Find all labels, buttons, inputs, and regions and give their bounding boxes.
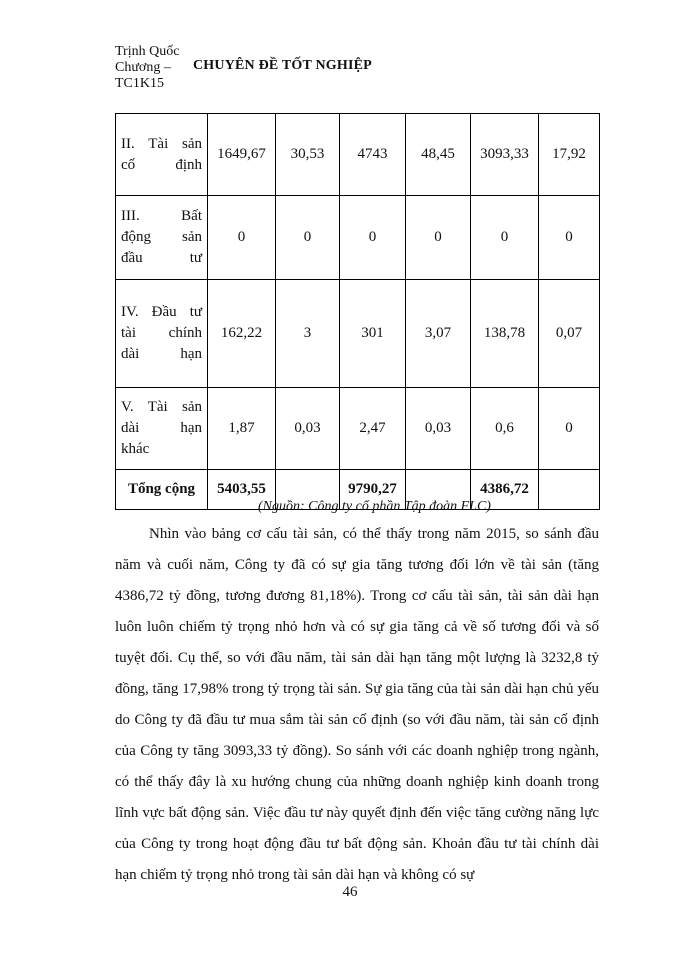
author-info (115, 44, 190, 92)
table-row (116, 280, 600, 388)
table-cell: 162,22 (208, 280, 276, 388)
table-cell: 1649,67 (208, 114, 276, 196)
table-cell: 4386,72 (471, 470, 539, 510)
page-header (115, 44, 190, 92)
table-cell: 5403,55 (208, 470, 276, 510)
row-label: Tổng cộng (116, 470, 208, 510)
row-label: II. Tài sản cố định (116, 114, 208, 196)
table-cell: 48,45 (406, 114, 471, 196)
table-cell: 4743 (340, 114, 406, 196)
table-cell: 0 (539, 388, 600, 470)
body-paragraph: Nhìn vào bảng cơ cấu tài sản, có thể thấy trong năm 2015, so sánh đầu năm và cuối năm, Công ty đã có sự gia tăng tương đối lớn về tài sản (tăng 4386,72 tỷ đồng, tương đương 81,18%). Trong cơ cấu tài sản, tài sản dài hạn luôn luôn chiếm tỷ trọng nhỏ hơn và có sự gia tăng cả về số tương đối và số tuyệt đối. Cụ thể, so với đầu năm, tài sản dài hạn tăng một lượng là 3232,8 tỷ đồng, tăng 17,98% trong tỷ trọng tài sản. Sự gia tăng của tài sản dài hạn chủ yếu do Công ty đã đầu tư mua sắm tài sản cố định (so với đầu năm, tài sản cố định của Công ty tăng 3093,33 tỷ đồng). So sánh với các doanh nghiệp trong ngành, có thể thấy đây là xu hướng chung của những doanh nghiệp kinh doanh trong lĩnh vực bất động sản. Việc đầu tư này quyết định đến việc tăng cường năng lực của Công ty trong hoạt động đầu tư bất động sản. Khoản đầu tư tài chính dài hạn chiếm tỷ trọng nhỏ trong tài sản dài hạn và không có sự (115, 526, 599, 883)
author-line: TC1K15 (115, 76, 164, 91)
table-cell: 0 (340, 196, 406, 280)
table-cell: 0 (208, 196, 276, 280)
table-cell: 3093,33 (471, 114, 539, 196)
author-line: Chương – (115, 60, 171, 75)
table-cell: 30,53 (276, 114, 340, 196)
table-cell: 0 (539, 196, 600, 280)
page-number: 46 (342, 884, 358, 900)
table-source-note: (Nguồn: Công ty cổ phần Tập đoàn FLC) (258, 499, 491, 514)
table-cell: 2,47 (340, 388, 406, 470)
table-cell: 9790,27 (340, 470, 406, 510)
table-cell: 3 (276, 280, 340, 388)
table-cell: 0 (471, 196, 539, 280)
document-title: CHUYÊN ĐỀ TỐT NGHIỆP (193, 58, 372, 73)
table-cell: 0,07 (539, 280, 600, 388)
table-cell: 0 (406, 196, 471, 280)
table-cell: 138,78 (471, 280, 539, 388)
table-cell: 0,03 (406, 388, 471, 470)
row-label: V. Tài sản dài hạn khác (116, 388, 208, 470)
table-cell (539, 470, 600, 510)
author-line: Trịnh Quốc (115, 44, 180, 59)
table-cell: 0,6 (471, 388, 539, 470)
table-cell: 3,07 (406, 280, 471, 388)
asset-structure-table (115, 113, 600, 510)
table-row (116, 114, 600, 196)
table-cell: 0,03 (276, 388, 340, 470)
table-cell: 17,92 (539, 114, 600, 196)
table-cell: 301 (340, 280, 406, 388)
row-label: III. Bất động sản đầu tư (116, 196, 208, 280)
row-label: IV. Đầu tư tài chính dài hạn (116, 280, 208, 388)
table-cell: 0 (276, 196, 340, 280)
table-row (116, 388, 600, 470)
table-row (116, 196, 600, 280)
table-cell: 1,87 (208, 388, 276, 470)
